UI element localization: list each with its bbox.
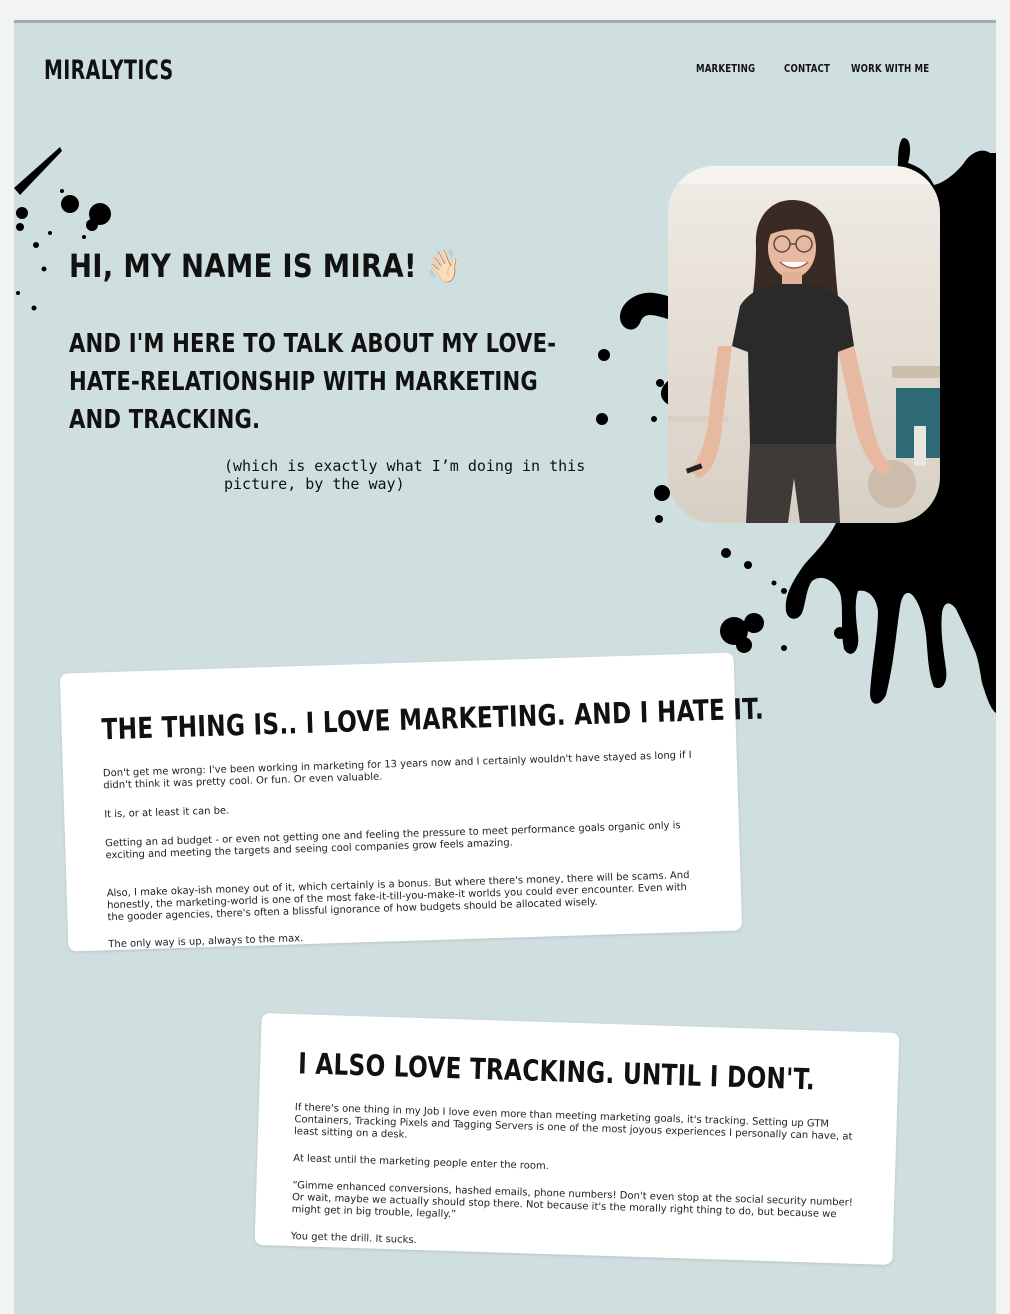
paragraph: It is, or at least it can be. [104,805,230,821]
profile-photo [668,166,940,523]
section-heading: THE THING IS.. I LOVE MARKETING. AND I HATE IT. [101,691,765,747]
section-heading: I ALSO LOVE TRACKING. UNTIL I DON'T. [297,1046,816,1097]
hero-subtitle: AND I'M HERE TO TALK ABOUT MY LOVE-HATE-RELATIONSHIP WITH MARKETING AND TRACKING. [69,329,557,435]
paragraph: “Gimme enhanced conversions, hashed emails, phone numbers! Don't even stop at the social security number! Or wait, maybe we actually should stop there. Not because it's the morally right thing to do, but because we might get in big trouble, legally.” [291,1180,853,1221]
person-illustration-icon [668,166,940,523]
page-canvas [14,20,996,1314]
paragraph: Getting an ad budget - or even not getting one and feeling the pressure to meet performance goals organic only is exciting and meeting the targets and seeing cool companies grow feels amazing. [104,820,681,862]
nav-link-contact[interactable]: CONTACT [784,63,831,75]
paragraph: At least until the marketing people enter the room. [293,1153,550,1173]
section-love-hate-marketing [60,652,765,951]
nav-link-work-with-me[interactable]: WORK WITH ME [851,63,930,75]
site-logo[interactable]: MIRALYTICS [44,55,174,86]
paragraph: The only way is up, always to the max. [108,933,304,951]
paragraph: You get the drill. It sucks. [290,1231,417,1247]
paragraph: Also, I make okay-ish money out of it, which certainly is a bonus. But where there's money, there will be scams. And honestly, the marketing-world is one of the most fake-it-till-you-make-it worlds you could ever encounter. Even with the gooder agencies, there's often a blissful ignorance of how budgets should be allocated wisely. [106,869,690,924]
section-love-tracking [255,1013,900,1265]
paragraph: Don't get me wrong: I've been working in marketing for 13 years now and I certainly wouldn't have stayed as long if I didn't think it was pretty cool. Or fun. Or even valuable. [102,749,692,792]
paragraph: If there's one thing in my Job I love even more than meeting marketing goals, it's tracking. Setting up GTM Containers, Tracking Pixels and Tagging Servers is one of the most joyous experiences I personally can have, at least sitting on a desk. [293,1102,853,1143]
nav-link-marketing[interactable]: MARKETING [696,63,756,75]
hero-title: HI, MY NAME IS MIRA! 👋🏻 [69,247,462,285]
hero-photo-caption: (which is exactly what I’m doing in this picture, by the way) [224,457,586,493]
